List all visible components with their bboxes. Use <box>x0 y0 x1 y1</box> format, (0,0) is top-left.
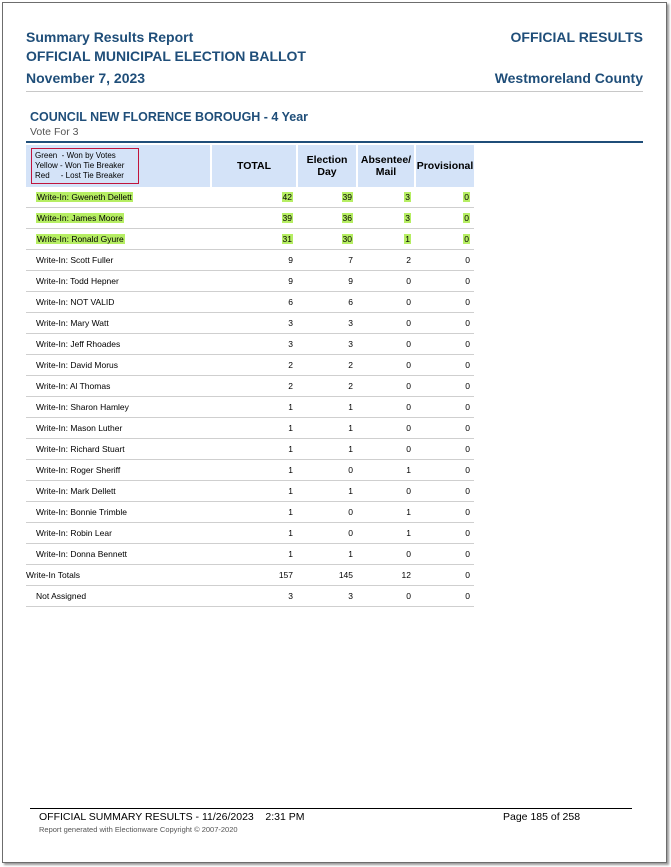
candidate-row <box>26 208 474 229</box>
cell-total <box>211 355 297 376</box>
cell-value: 0 <box>406 276 411 286</box>
candidate-row <box>26 544 474 565</box>
cell-value: 3 <box>348 339 353 349</box>
row-label-text: Write-In: Mark Dellett <box>36 486 116 496</box>
cell-value: 0 <box>465 486 470 496</box>
candidate-row <box>26 502 474 523</box>
contest-divider <box>26 141 643 143</box>
row-label-text: Write-In: Sharon Hamley <box>36 402 129 412</box>
vote-for-label: Vote For 3 <box>30 126 79 138</box>
cell-value: 3 <box>288 318 293 328</box>
candidate-row <box>26 418 474 439</box>
footer-divider <box>30 808 632 809</box>
legend-green: Green - Won by Votes <box>35 151 116 160</box>
cell-election-day <box>297 229 357 250</box>
cell-total <box>211 523 297 544</box>
cell-value: 1 <box>288 507 293 517</box>
cell-value: 36 <box>342 213 352 223</box>
cell-absentee <box>357 418 415 439</box>
cell-provisional <box>415 439 474 460</box>
cell-value: 9 <box>288 276 293 286</box>
row-label <box>26 565 211 586</box>
cell-election-day <box>297 523 357 544</box>
row-label-text: Write-In: Todd Hepner <box>36 276 119 286</box>
cell-value: 0 <box>465 318 470 328</box>
cell-total <box>211 292 297 313</box>
row-label-text: Write-In: David Morus <box>36 360 119 370</box>
cell-value: 1 <box>348 423 353 433</box>
legend-cell <box>26 145 211 187</box>
cell-value: 157 <box>278 570 293 580</box>
cell-value: 0 <box>465 255 470 265</box>
cell-value: 12 <box>401 570 411 580</box>
cell-provisional <box>415 355 474 376</box>
cell-election-day <box>297 250 357 271</box>
cell-value: 3 <box>288 591 293 601</box>
cell-value: 2 <box>348 381 353 391</box>
candidate-row <box>26 523 474 544</box>
row-label <box>26 292 211 313</box>
candidate-row <box>26 397 474 418</box>
totals-row <box>26 565 474 586</box>
legend-red: Red - Lost Tie Breaker <box>35 171 124 180</box>
candidate-row <box>26 229 474 250</box>
col-election-day-label: Election Day <box>306 154 348 178</box>
row-label <box>26 586 211 607</box>
cell-absentee <box>357 376 415 397</box>
row-label-text: Write-In: Roger Sheriff <box>36 465 121 475</box>
ballot-title: OFFICIAL MUNICIPAL ELECTION BALLOT <box>26 48 306 64</box>
candidate-row <box>26 313 474 334</box>
header-divider <box>26 91 643 92</box>
cell-value: 3 <box>405 192 410 202</box>
cell-value: 0 <box>465 360 470 370</box>
cell-total <box>211 418 297 439</box>
cell-value: 0 <box>465 507 470 517</box>
row-label <box>26 271 211 292</box>
row-label-text: Write-In Totals <box>26 570 81 580</box>
cell-value: 1 <box>405 234 410 244</box>
row-label-text: Write-In: Gweneth Dellett <box>37 192 132 202</box>
cell-value: 0 <box>464 213 469 223</box>
cell-provisional <box>415 313 474 334</box>
row-label-text: Write-In: Bonnie Trimble <box>36 507 128 517</box>
cell-election-day <box>297 502 357 523</box>
totals-row <box>26 586 474 607</box>
cell-value: 0 <box>465 591 470 601</box>
cell-election-day <box>297 334 357 355</box>
row-label <box>26 208 211 229</box>
cell-total <box>211 502 297 523</box>
row-label-text: Write-In: James Moore <box>37 213 123 223</box>
cell-provisional <box>415 250 474 271</box>
candidate-row <box>26 439 474 460</box>
row-label <box>26 355 211 376</box>
cell-value: 0 <box>348 528 353 538</box>
col-absentee-mail-label: Absentee/ Mail <box>360 154 412 178</box>
cell-value: 0 <box>406 402 411 412</box>
footer-copyright: Report generated with Electionware Copyright © 2007-2020 <box>39 825 238 834</box>
cell-value: 1 <box>406 465 411 475</box>
cell-provisional <box>415 481 474 502</box>
cell-value: 0 <box>406 423 411 433</box>
cell-total <box>211 439 297 460</box>
cell-total <box>211 544 297 565</box>
row-label <box>26 460 211 481</box>
row-label-text: Write-In: Donna Bennett <box>36 549 128 559</box>
cell-value: 30 <box>342 234 352 244</box>
row-label-text: Write-In: Mary Watt <box>36 318 109 328</box>
cell-value: 1 <box>348 549 353 559</box>
cell-value: 1 <box>288 528 293 538</box>
cell-value: 1 <box>288 486 293 496</box>
cell-value: 6 <box>288 297 293 307</box>
cell-value: 0 <box>465 423 470 433</box>
col-provisional: Provisional <box>415 145 474 187</box>
cell-absentee <box>357 292 415 313</box>
cell-value: 1 <box>406 528 411 538</box>
cell-value: 1 <box>288 423 293 433</box>
row-label-text: Write-In: NOT VALID <box>36 297 115 307</box>
row-label <box>26 250 211 271</box>
candidate-row <box>26 481 474 502</box>
cell-election-day <box>297 397 357 418</box>
cell-value: 0 <box>465 402 470 412</box>
cell-value: 1 <box>348 402 353 412</box>
candidate-row <box>26 292 474 313</box>
cell-total <box>211 586 297 607</box>
cell-provisional <box>415 460 474 481</box>
cell-value: 0 <box>465 570 470 580</box>
row-label <box>26 376 211 397</box>
row-label <box>26 418 211 439</box>
cell-total <box>211 460 297 481</box>
cell-provisional <box>415 187 474 208</box>
results-table <box>26 145 474 607</box>
cell-provisional <box>415 208 474 229</box>
col-absentee-mail <box>357 145 415 187</box>
cell-election-day <box>297 313 357 334</box>
row-label <box>26 481 211 502</box>
footer-report-info: OFFICIAL SUMMARY RESULTS - 11/26/2023 2:31 PM <box>39 811 305 823</box>
legend-box <box>31 148 139 184</box>
cell-provisional <box>415 418 474 439</box>
cell-value: 9 <box>348 276 353 286</box>
cell-absentee <box>357 334 415 355</box>
cell-absentee <box>357 187 415 208</box>
cell-value: 2 <box>348 360 353 370</box>
row-label-text: Write-In: Scott Fuller <box>36 255 114 265</box>
cell-absentee <box>357 565 415 586</box>
cell-election-day <box>297 439 357 460</box>
cell-value: 31 <box>282 234 292 244</box>
candidate-row <box>26 250 474 271</box>
cell-value: 2 <box>288 360 293 370</box>
cell-absentee <box>357 523 415 544</box>
cell-provisional <box>415 565 474 586</box>
cell-value: 2 <box>406 255 411 265</box>
cell-value: 9 <box>288 255 293 265</box>
cell-absentee <box>357 355 415 376</box>
official-results-label: OFFICIAL RESULTS <box>510 29 643 45</box>
cell-election-day <box>297 544 357 565</box>
cell-value: 0 <box>348 465 353 475</box>
cell-total <box>211 250 297 271</box>
cell-value: 0 <box>406 591 411 601</box>
cell-election-day <box>297 418 357 439</box>
cell-value: 0 <box>464 234 469 244</box>
cell-value: 1 <box>348 444 353 454</box>
cell-total <box>211 271 297 292</box>
candidate-row <box>26 355 474 376</box>
cell-value: 1 <box>288 444 293 454</box>
cell-election-day <box>297 565 357 586</box>
cell-total <box>211 187 297 208</box>
election-date: November 7, 2023 <box>26 70 146 86</box>
row-label <box>26 502 211 523</box>
candidate-row <box>26 460 474 481</box>
cell-value: 145 <box>338 570 353 580</box>
cell-value: 39 <box>342 192 352 202</box>
row-label <box>26 334 211 355</box>
cell-absentee <box>357 313 415 334</box>
candidate-row <box>26 187 474 208</box>
legend-yellow: Yellow - Won Tie Breaker <box>35 161 125 170</box>
cell-value: 0 <box>406 444 411 454</box>
cell-value: 39 <box>282 213 292 223</box>
cell-value: 42 <box>282 192 292 202</box>
cell-election-day <box>297 187 357 208</box>
cell-value: 0 <box>465 528 470 538</box>
cell-election-day <box>297 481 357 502</box>
cell-value: 1 <box>288 549 293 559</box>
cell-provisional <box>415 397 474 418</box>
cell-absentee <box>357 208 415 229</box>
cell-value: 6 <box>348 297 353 307</box>
cell-total <box>211 229 297 250</box>
cell-value: 1 <box>288 402 293 412</box>
col-total: TOTAL <box>211 145 297 187</box>
cell-provisional <box>415 271 474 292</box>
candidate-row <box>26 271 474 292</box>
cell-provisional <box>415 523 474 544</box>
cell-election-day <box>297 355 357 376</box>
cell-value: 0 <box>465 276 470 286</box>
cell-total <box>211 481 297 502</box>
cell-value: 0 <box>406 297 411 307</box>
cell-election-day <box>297 586 357 607</box>
cell-absentee <box>357 439 415 460</box>
row-label-text: Write-In: Jeff Rhoades <box>36 339 121 349</box>
row-label-text: Write-In: Richard Stuart <box>36 444 125 454</box>
cell-value: 0 <box>406 318 411 328</box>
cell-value: 1 <box>348 486 353 496</box>
cell-value: 0 <box>465 444 470 454</box>
row-label <box>26 229 211 250</box>
cell-value: 7 <box>348 255 353 265</box>
candidate-row <box>26 376 474 397</box>
cell-value: 0 <box>406 381 411 391</box>
row-label <box>26 439 211 460</box>
cell-value: 1 <box>406 507 411 517</box>
row-label-text: Not Assigned <box>36 591 87 601</box>
cell-value: 0 <box>406 486 411 496</box>
candidate-row <box>26 334 474 355</box>
cell-total <box>211 376 297 397</box>
cell-total <box>211 313 297 334</box>
cell-value: 3 <box>348 591 353 601</box>
cell-value: 3 <box>348 318 353 328</box>
row-label <box>26 187 211 208</box>
cell-value: 0 <box>465 465 470 475</box>
cell-total <box>211 334 297 355</box>
cell-value: 0 <box>406 339 411 349</box>
cell-absentee <box>357 397 415 418</box>
cell-provisional <box>415 376 474 397</box>
row-label-text: Write-In: Mason Luther <box>36 423 123 433</box>
page-number: Page 185 of 258 <box>503 811 581 823</box>
cell-provisional <box>415 334 474 355</box>
cell-value: 2 <box>288 381 293 391</box>
cell-provisional <box>415 544 474 565</box>
report-title: Summary Results Report <box>26 29 194 45</box>
cell-absentee <box>357 481 415 502</box>
cell-absentee <box>357 502 415 523</box>
row-label <box>26 544 211 565</box>
row-label <box>26 397 211 418</box>
cell-absentee <box>357 586 415 607</box>
cell-value: 0 <box>465 339 470 349</box>
col-election-day <box>297 145 357 187</box>
cell-election-day <box>297 208 357 229</box>
cell-absentee <box>357 544 415 565</box>
cell-value: 0 <box>348 507 353 517</box>
cell-absentee <box>357 250 415 271</box>
table-header-row <box>26 145 474 187</box>
row-label-text: Write-In: Robin Lear <box>36 528 112 538</box>
cell-total <box>211 565 297 586</box>
cell-provisional <box>415 502 474 523</box>
cell-value: 0 <box>465 549 470 559</box>
cell-value: 3 <box>405 213 410 223</box>
cell-total <box>211 208 297 229</box>
cell-absentee <box>357 271 415 292</box>
cell-value: 0 <box>406 360 411 370</box>
cell-value: 1 <box>288 465 293 475</box>
contest-title: COUNCIL NEW FLORENCE BOROUGH - 4 Year <box>30 110 309 124</box>
cell-election-day <box>297 271 357 292</box>
cell-provisional <box>415 229 474 250</box>
cell-provisional <box>415 586 474 607</box>
cell-value: 3 <box>288 339 293 349</box>
row-label-text: Write-In: Ronald Gyure <box>37 234 124 244</box>
cell-absentee <box>357 460 415 481</box>
cell-election-day <box>297 292 357 313</box>
cell-absentee <box>357 229 415 250</box>
cell-election-day <box>297 376 357 397</box>
county-name: Westmoreland County <box>494 70 643 86</box>
cell-value: 0 <box>406 549 411 559</box>
cell-provisional <box>415 292 474 313</box>
row-label <box>26 313 211 334</box>
cell-total <box>211 397 297 418</box>
row-label-text: Write-In: Al Thomas <box>36 381 111 391</box>
cell-election-day <box>297 460 357 481</box>
cell-value: 0 <box>465 381 470 391</box>
row-label <box>26 523 211 544</box>
cell-value: 0 <box>464 192 469 202</box>
cell-value: 0 <box>465 297 470 307</box>
